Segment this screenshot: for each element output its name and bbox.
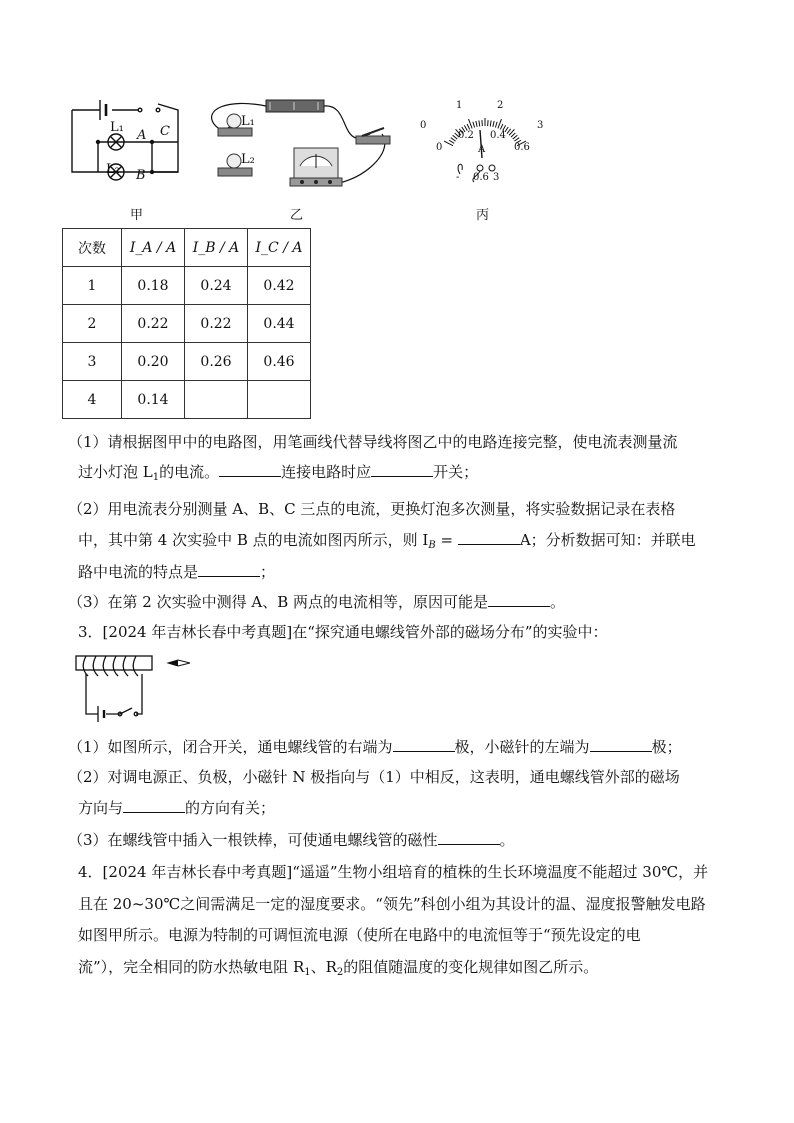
table-row [63, 381, 311, 419]
caption-yi: 乙 [290, 208, 304, 223]
dial-tick [511, 133, 515, 137]
solenoid-diagram [72, 652, 202, 722]
q3-part2-line2 [78, 798, 738, 818]
dial-top-2: 2 [497, 100, 504, 111]
q2-text: ； [260, 563, 276, 581]
current-data-table [62, 228, 311, 419]
table-row [63, 267, 311, 305]
table-cell [185, 381, 248, 419]
q4-line3: 如图甲所示。电源为特制的可调恒流电源（使所在电路中的电流恒等于“预先设定的电 [78, 926, 641, 944]
table-cell: 1 [63, 267, 122, 305]
dial-tick [514, 138, 519, 141]
table-cell: 0.42 [248, 267, 311, 305]
dial-tick [513, 135, 518, 139]
q2-text: 过小灯泡 L [78, 463, 153, 481]
q2-part2-line1: （2）用电流表分别测量 A、B、C 三点的电流，更换灯泡多次测量，将实验数据记录在表格 [68, 500, 676, 518]
answer-blank[interactable] [219, 462, 281, 477]
table-cell: 0.14 [122, 381, 185, 419]
q2-text: 。 [550, 593, 566, 611]
dial-tick [473, 122, 475, 128]
q2-text: 开关； [433, 463, 479, 481]
q4-text: 的阻值随温度的变化规律如图乙所示。 [343, 958, 599, 976]
dial-unit: A [478, 144, 486, 155]
answer-blank[interactable] [458, 530, 520, 545]
table-cell: 0.46 [248, 343, 311, 381]
table-cell: 4 [63, 381, 122, 419]
circuit-diagram-jia [60, 92, 190, 202]
dial-tick [507, 129, 511, 134]
header-trial: 次数 [63, 229, 122, 267]
dial-tick [495, 122, 497, 128]
label-yi-L1: L₁ [241, 114, 255, 129]
q2-text: （3）在第 2 次实验中测得 A、B 两点的电流相等，原因可能是 [68, 593, 489, 611]
dial-tick [500, 124, 503, 129]
table-cell: 3 [63, 343, 122, 381]
q2-text: A；分析数据可知：并联电 [519, 531, 696, 549]
q3-text: 方向与 [78, 799, 124, 817]
q2-text: 中，其中第 4 次实验中 B 点的电流如图丙所示，则 I [78, 531, 429, 549]
q4-text: 、R [310, 958, 337, 976]
answer-blank[interactable] [393, 737, 455, 752]
table-cell: 0.44 [248, 305, 311, 343]
label-C: C [160, 124, 170, 139]
answer-blank[interactable] [438, 830, 500, 845]
q2-part1-line1: （1）请根据图甲中的电路图，用笔画线代替导线将图乙中的电路连接完整，使电流表测量流 [68, 433, 678, 451]
dial-tick [449, 140, 454, 143]
q3-text: 的方向有关； [185, 799, 276, 817]
answer-blank[interactable] [371, 462, 433, 477]
table-cell: 0.20 [122, 343, 185, 381]
dial-tick [467, 124, 470, 129]
caption-bing: 丙 [476, 208, 490, 223]
q2-part3 [68, 592, 728, 612]
q3-text: （3）在螺线管中插入一根铁棒，可使通电螺线管的磁性 [68, 831, 438, 849]
table-cell: 0.24 [185, 267, 248, 305]
answer-blank[interactable] [488, 592, 550, 607]
dial-tick [493, 121, 494, 127]
dial-bottom-2: 0.4 [490, 130, 506, 141]
dial-tick [451, 138, 456, 141]
q3-text: （1）如图所示，闭合开关，通电螺线管的右端为 [68, 738, 393, 756]
q4-line4: 流”），完全相同的防水热敏电阻 $R_1$、$R_2$的阻值随温度的变化规律如图乙所示。 [78, 958, 599, 978]
q2-text: 路中电流的特点是 [78, 563, 199, 581]
answer-blank[interactable] [590, 737, 652, 752]
q2-text: = [435, 531, 458, 549]
terminal-3: 3 [493, 172, 500, 183]
q2-part1-line2: 过小灯泡 $L_1$的电流。 连接电路时应 开关； [78, 463, 479, 483]
q3-part3 [68, 830, 728, 850]
dial-top-1: 1 [456, 100, 463, 111]
terminal-06: 0.6 [473, 172, 489, 183]
table-cell: 0.22 [185, 305, 248, 343]
table-row [63, 305, 311, 343]
header-IA: I_A / A [122, 229, 185, 267]
q2-part2-line2: 中，其中第 4 次实验中 B 点的电流如图丙所示，则 $I_B = A$；分析数据可知：并联电 [78, 531, 696, 551]
table-cell: 2 [63, 305, 122, 343]
terminal-neg: - [456, 172, 460, 183]
dial-bottom-0: 0 [436, 142, 443, 153]
table-header-row [63, 229, 311, 267]
label-L1: L₁ [110, 120, 124, 135]
q4-line2: 且在 20~30℃之间需满足一定的湿度要求。“领先”科创小组为其设计的温、湿度报警触发电路 [78, 895, 706, 913]
dial-top-0: 0 [420, 120, 427, 131]
q4-line1: 4．[2024 年吉林长春中考真题]“遥遥”生物小组培育的植株的生长环境温度不能超过 30℃，并 [78, 863, 709, 881]
dial-bottom-3: 0.6 [514, 142, 530, 153]
header-IB: I_B / A [185, 229, 248, 267]
answer-blank[interactable] [123, 798, 185, 813]
table-cell: 0.26 [185, 343, 248, 381]
table-cell [248, 381, 311, 419]
q2-text: 的电流。 [159, 463, 220, 481]
q3-title: 3．[2024 年吉林长春中考真题]在“探究通电螺线管外部的磁场分布”的实验中： [78, 623, 608, 641]
label-A: A [137, 128, 147, 143]
q2-part2-line3 [78, 562, 738, 582]
dial-bottom-1: 0.2 [458, 130, 474, 141]
q2-text: 连接电路时应 [281, 463, 372, 481]
table-cell: 0.18 [122, 267, 185, 305]
label-L2: L₂ [106, 162, 120, 177]
q3-text: 。 [499, 831, 515, 849]
q3-part1 [68, 737, 728, 757]
answer-blank[interactable] [198, 562, 260, 577]
q3-text: 极，小磁针的左端为 [454, 738, 590, 756]
header-IC: I_C / A [248, 229, 311, 267]
q3-part2-line1: （2）对调电源正、负极，小磁针 N 极指向与（1）中相反，这表明，通电螺线管外部的磁场 [68, 768, 680, 786]
q3-text: 极； [651, 738, 682, 756]
label-yi-L2: L₂ [241, 152, 255, 167]
dial-tick [490, 120, 491, 126]
label-B: B [136, 168, 146, 183]
table-cell: 0.22 [122, 305, 185, 343]
q4-text: 流”），完全相同的防水热敏电阻 R [78, 958, 305, 976]
dial-tick [476, 121, 477, 127]
dial-top-3: 3 [537, 120, 544, 131]
dial-tick [479, 120, 480, 126]
dial-tick [453, 135, 458, 139]
table-row [63, 343, 311, 381]
caption-jia: 甲 [130, 208, 144, 223]
physical-circuit-yi [206, 94, 406, 198]
